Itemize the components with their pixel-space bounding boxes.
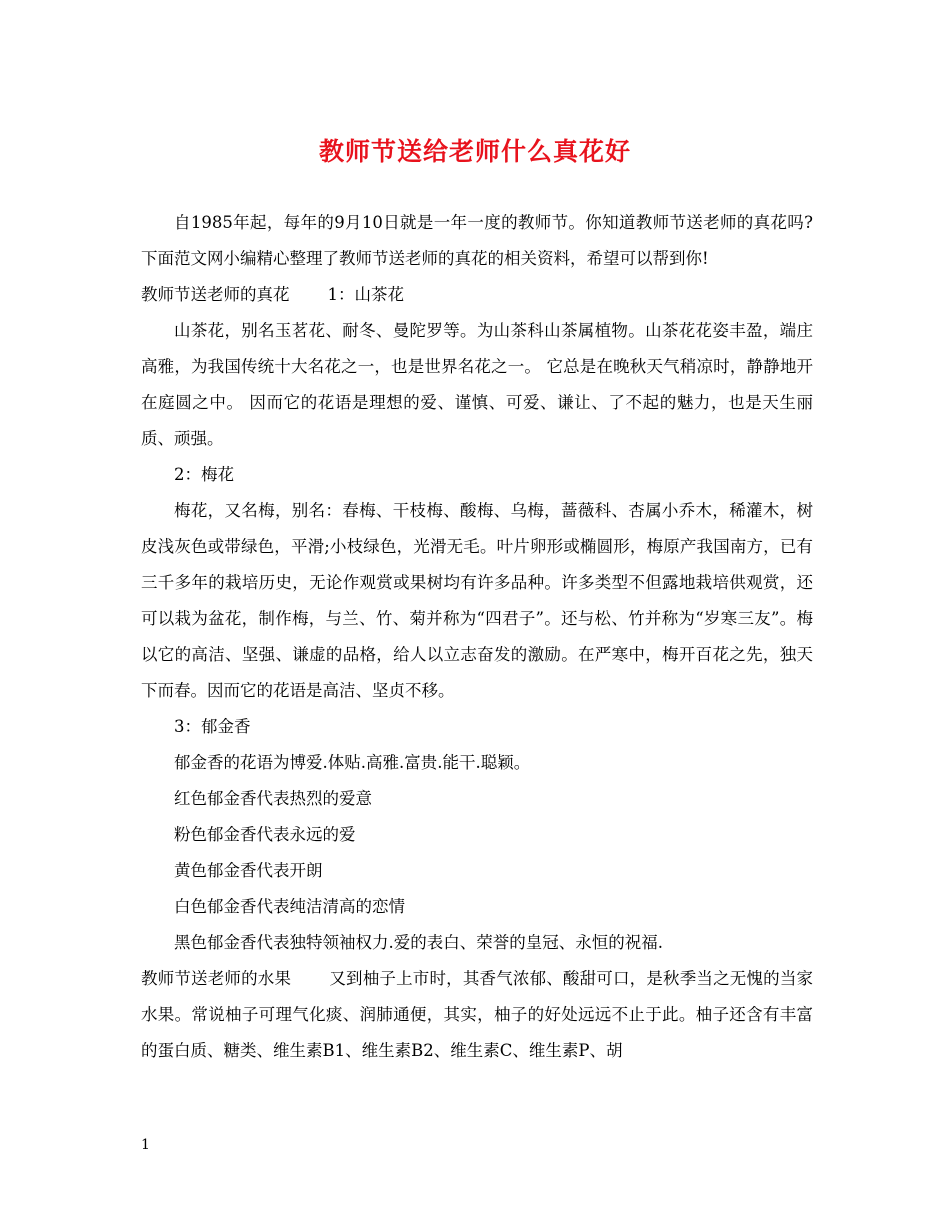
- section-title-fruit: 教师节送老师的水果: [141, 969, 292, 988]
- section-heading-flowers: [141, 277, 813, 313]
- document-body: [141, 205, 813, 1069]
- tulip-line: 黑色郁金香代表独特领袖权力.爱的表白、荣誉的皇冠、永恒的祝福.: [174, 933, 663, 952]
- camellia-paragraph: 山茶花，别名玉茗花、耐冬、曼陀罗等。为山茶科山茶属植物。山茶花花姿丰盈，端庄高雅，为我国传统十大名花之一，也是世界名花之一。 它总是在晚秋天气稍凉时，静静地开在庭圆之中。 因而它的花语是理想的爱、谨慎、可爱、谦让、了不起的魅力，也是天生丽质、顽强。: [141, 321, 813, 448]
- tulip-line: 黄色郁金香代表开朗: [174, 861, 323, 880]
- item-heading-tulip: 3：郁金香: [174, 717, 251, 736]
- document-title: 教师节送给老师什么真花好: [318, 137, 631, 166]
- tulip-line: 粉色郁金香代表永远的爱: [174, 825, 356, 844]
- plum-paragraph: 梅花，又名梅，别名：春梅、干枝梅、酸梅、乌梅，蔷薇科、杏属小乔木，稀灌木，树皮浅灰色或带绿色，平滑;小枝绿色，光滑无毛。叶片卵形或椭圆形，梅原产我国南方，已有三千多年的栽培历史，无论作观赏或果树均有许多品种。许多类型不但露地栽培供观赏，还可以栽为盆花，制作梅，与兰、竹、菊并称为“四君子”。还与松、竹并称为“岁寒三友”。梅以它的高洁、坚强、谦虚的品格，给人以立志奋发的激励。在严寒中，梅开百花之先，独天下而春。因而它的花语是高洁、坚贞不移。: [141, 501, 813, 700]
- section-title-flowers: 教师节送老师的真花: [141, 285, 290, 304]
- tulip-line: 白色郁金香代表纯洁清高的恋情: [174, 897, 405, 916]
- intro-paragraph: 自1985年起，每年的9月10日就是一年一度的教师节。你知道教师节送老师的真花吗?下面范文网小编精心整理了教师节送老师的真花的相关资料，希望可以帮到你!: [141, 213, 813, 268]
- item-heading-plum: 2：梅花: [174, 465, 234, 484]
- tulip-line: 郁金香的花语为博爱.体贴.高雅.富贵.能干.聪颖。: [174, 753, 531, 772]
- page-number: 1: [141, 1137, 150, 1153]
- fruit-text: 又到柚子上市时，其香气浓郁、酸甜可口，是秋季当之无愧的当家水果。常说柚子可理气化痰、润肺通便，其实，柚子的好处远远不止于此。柚子还含有丰富的蛋白质、糖类、维生素B1、维生素B2、维生素C、维生素P、胡: [141, 969, 814, 1060]
- fruit-paragraph: [141, 961, 813, 1069]
- item-heading-camellia: 1：山茶花: [327, 285, 404, 304]
- tulip-line: 红色郁金香代表热烈的爱意: [174, 789, 372, 808]
